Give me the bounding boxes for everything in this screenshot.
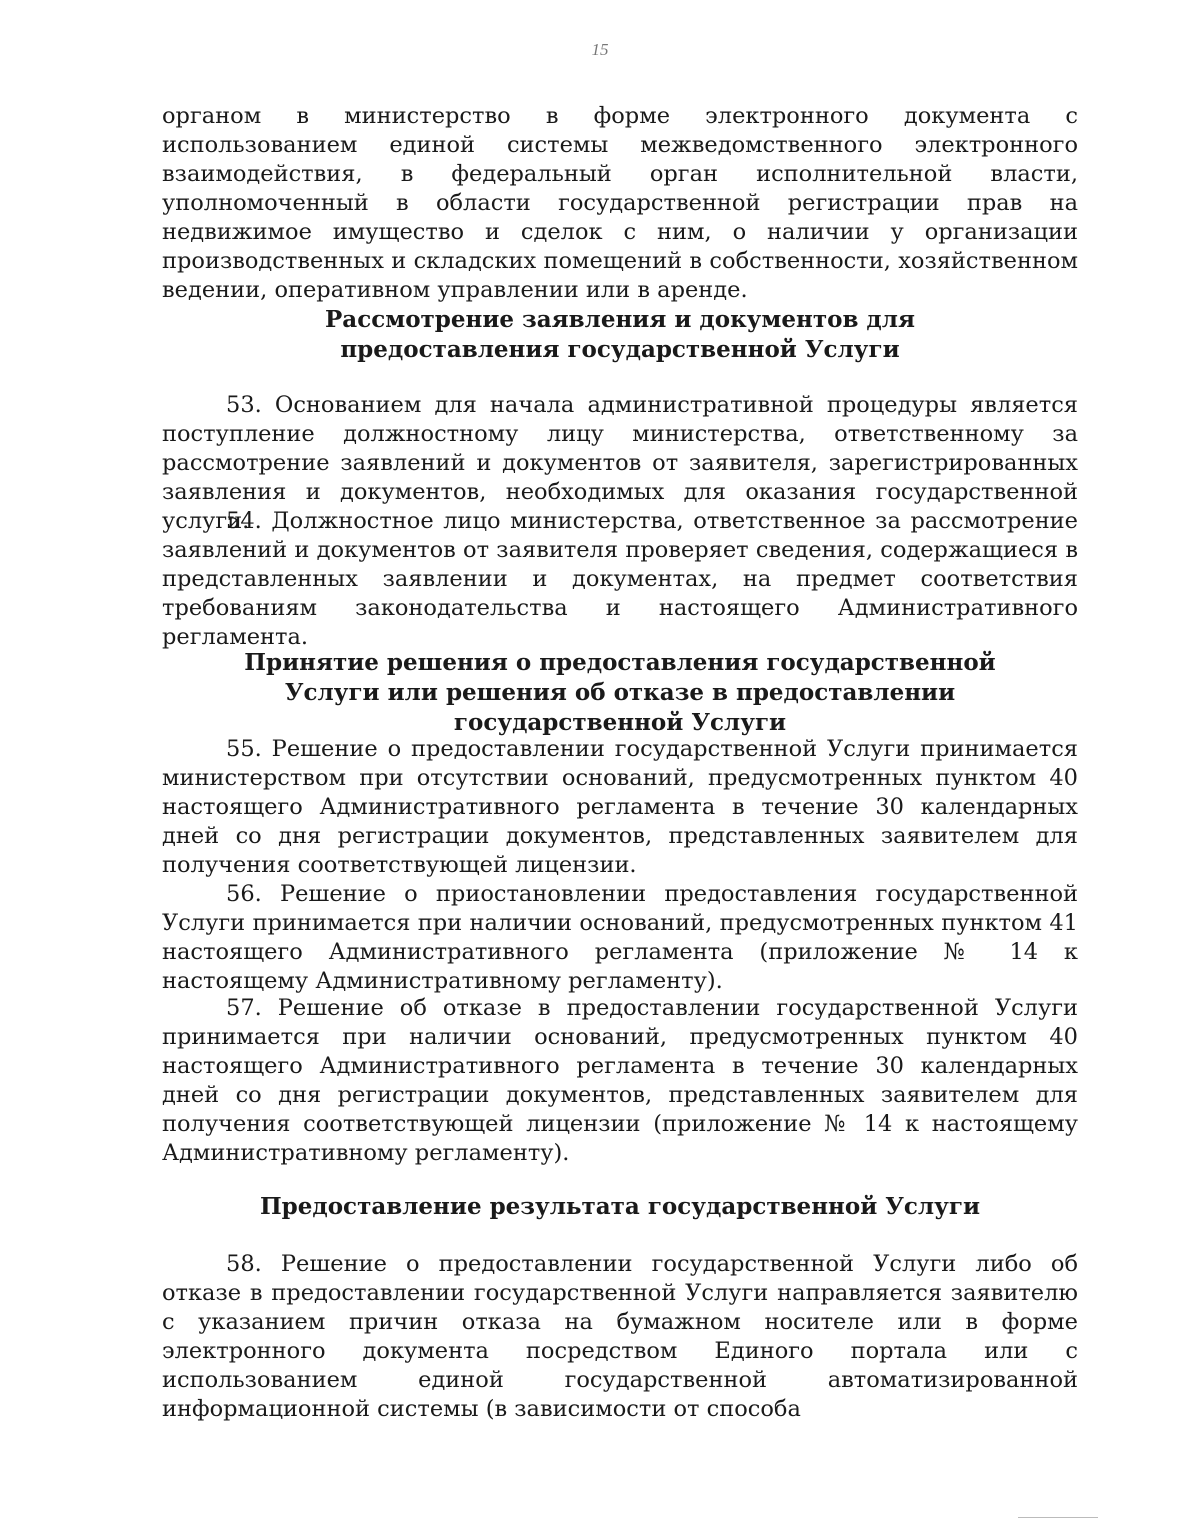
section-heading-review: Рассмотрение заявления и документов для предоставления государственной Услуги — [325, 306, 915, 363]
paragraph-56: 56. Решение о приостановлении предоставления государственной Услуги принимается при наличии оснований, предусмотренных пунктом 41 настоящего Административного регламента (приложение № 14 к настоящему Административному регламенту). — [162, 881, 1078, 994]
paragraph-57: 57. Решение об отказе в предоставлении государственной Услуги принимается при наличии оснований, предусмотренных пунктом 40 настоящего Административного регламента в течение 30 календарных дней со дня регистрации документов, представленных заявителем для получения соответствующей лицензии (приложение № 14 к настоящему Административному регламенту). — [162, 995, 1078, 1166]
section-heading-decision: Принятие решения о предоставления государственной Услуги или решения об отказе в предоставлении государственной Услуги — [244, 649, 996, 736]
footer-rule — [1018, 1517, 1098, 1518]
page-number: 15 — [591, 40, 609, 59]
paragraph-53: 53. Основанием для начала административной процедуры является поступление должностному лицу министерства, ответственному за рассмотрение заявлений и документов от заявителя, зарегистрированных заявления и документов, необходимых для оказания государственной услуги. — [162, 392, 1078, 534]
paragraph-55: 55. Решение о предоставлении государственной Услуги принимается министерством при отсутствии оснований, предусмотренных пунктом 40 настоящего Административного регламента в течение 30 календарных дней со дня регистрации документов, представленных заявителем для получения соответствующей лицензии. — [162, 736, 1078, 878]
paragraph-intro: органом в министерство в форме электронного документа с использованием единой системы межведомственного электронного взаимодействия, в федеральный орган исполнительной власти, уполномоченный в области государственной регистрации прав на недвижимое имущество и сделок с ним, о наличии у организации производственных и складских помещений в собственности, хозяйственном ведении, оперативном управлении или в аренде. — [162, 103, 1078, 303]
section-heading-result: Предоставление результата государственной Услуги — [259, 1193, 981, 1220]
paragraph-58: 58. Решение о предоставлении государственной Услуги либо об отказе в предоставлении государственной Услуги направляется заявителю с указанием причин отказа на бумажном носителе или в форме электронного документа посредством Единого портала или с использованием единой государственной автоматизированной информационной системы (в зависимости от способа — [162, 1251, 1078, 1422]
paragraph-54: 54. Должностное лицо министерства, ответственное за рассмотрение заявлений и документов от заявителя проверяет сведения, содержащиеся в представленных заявлении и документах, на предмет соответствия требованиям законодательства и настоящего Административного регламента. — [162, 508, 1078, 650]
